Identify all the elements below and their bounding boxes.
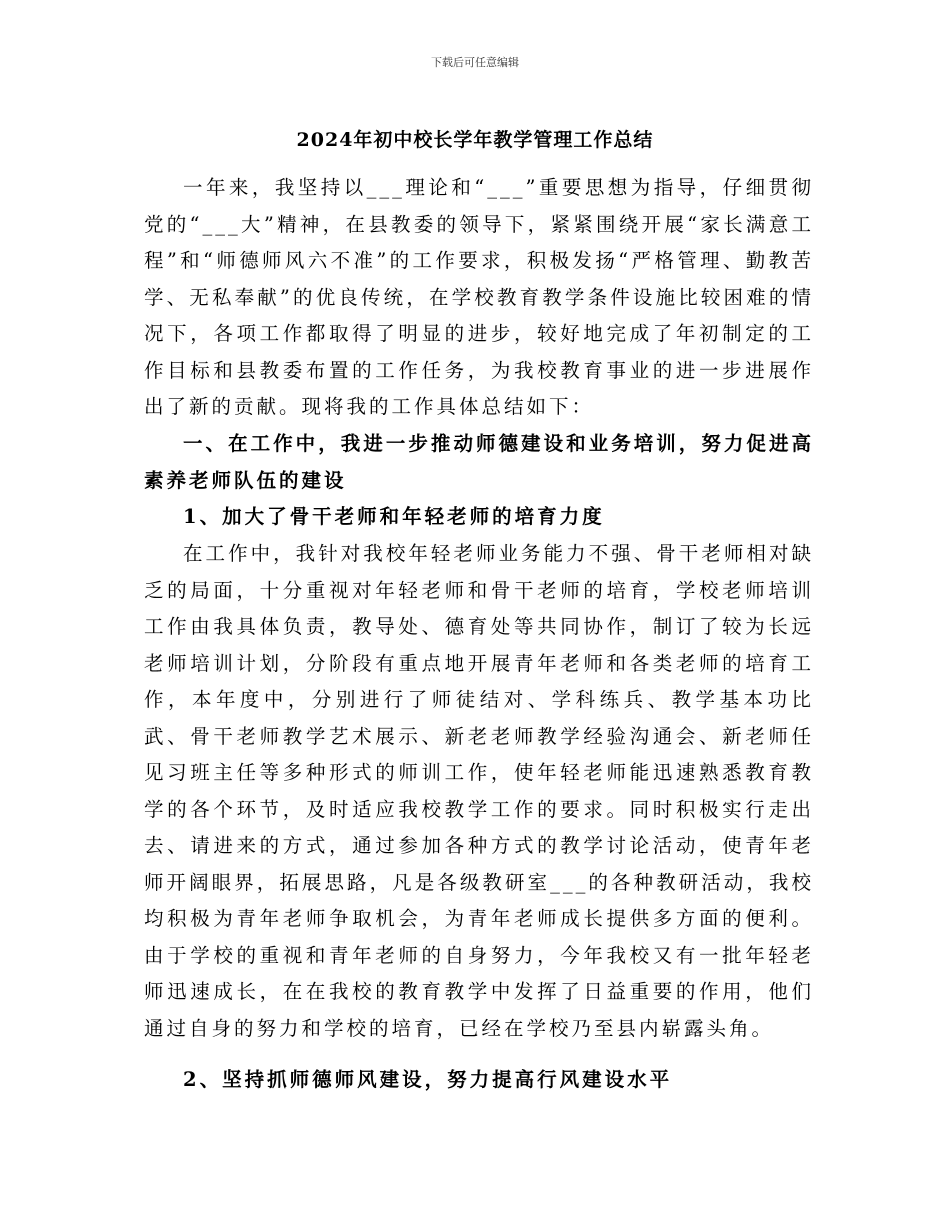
subsection-1-heading-block [144,499,814,536]
section-1-heading-block [144,426,814,499]
subsection-1-body-block [144,536,814,1047]
subsection-1-paragraph: 在工作中，我针对我校年轻老师业务能力不强、骨干老师相对缺乏的局面，十分重视对年轻老师和骨干老师的培育，学校老师培训工作由我具体负责，教导处、德育处等共同协作，制订了较为长远老师培训计划，分阶段有重点地开展青年老师和各类老师的培育工作，本年度中，分别进行了师徒结对、学科练兵、教学基本功比武、骨干老师教学艺术展示、新老老师教学经验沟通会、新老师任见习班主任等多种形式的师训工作，使年轻老师能迅速熟悉教育教学的各个环节，及时适应我校教学工作的要求。同时积极实行走出去、请进来的方式，通过参加各种方式的教学讨论活动，使青年老师开阔眼界，拓展思路，凡是各级教研室___的各种教研活动，我校均积极为青年老师争取机会，为青年老师成长提供多方面的便利。由于学校的重视和青年老师的自身努力，今年我校又有一批年轻老师迅速成长，在在我校的教育教学中发挥了日益重要的作用，他们通过自身的努力和学校的培育，已经在学校乃至县内崭露头角。 [144,542,814,1040]
page-header-note: 下载后可任意编辑 [431,56,519,69]
subsection-2-heading: 2、坚持抓师德师风建设，努力提高行风建设水平 [183,1068,673,1091]
document-title: 2024年初中校长学年教学管理工作总结 [296,129,654,151]
intro-paragraph: 一年来，我坚持以___理论和“___”重要思想为指导，仔细贯彻党的“___大”精神，在县教委的领导下，紧紧围绕开展“家长满意工程”和“师德师风六不准”的工作要求，积极发扬“严格管理、勤教苦学、无私奉献”的优良传统，在学校教育教学条件设施比较困难的情况下，各项工作都取得了明显的进步，较好地完成了年初制定的工作目标和县教委布置的工作任务，为我校教育事业的进一步进展作出了新的贡献。现将我的工作具体总结如下： [144,176,814,418]
section-1-heading: 一、在工作中，我进一步推动师德建设和业务培训，努力促进高素养老师队伍的建设 [144,432,814,492]
subsection-1-heading: 1、加大了骨干老师和年轻老师的培育力度 [183,505,605,528]
subsection-2-heading-block [144,1062,814,1099]
intro-paragraph-block [144,170,814,426]
